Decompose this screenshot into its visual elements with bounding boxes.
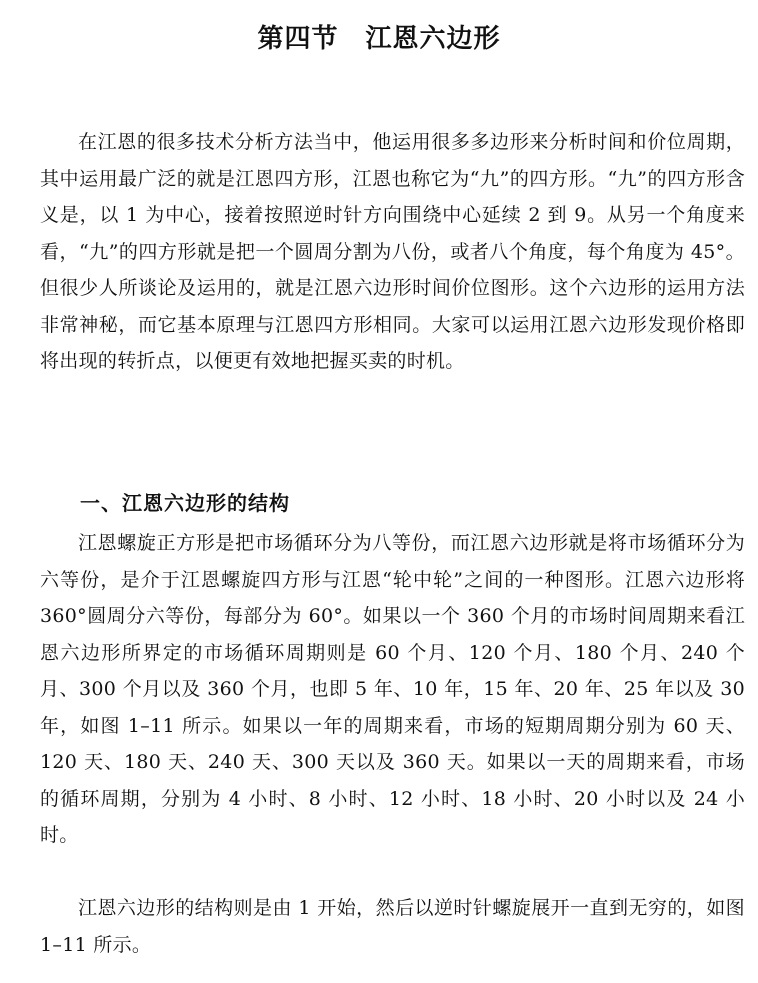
structure-paragraph-1: 江恩螺旋正方形是把市场循环分为八等份，而江恩六边形就是将市场循环分为六等份，是介于江恩螺旋四方形与江恩“轮中轮”之间的一种图形。江恩六边形将 360°圆周分六等份，每部分为 60°。如果以一个 360 个月的市场时间周期来看江恩六边形所界定的市场循环周期则是 60 个月、120 个月、180 个月、240 个月、300 个月以及 360 个月，也即 5 年、10 年，15 年、20 年、25 年以及 30 年，如图 1–11 所示。如果以一年的周期来看，市场的短期周期分别为 60 天、120 天、180 天、240 天、300 天以及 360 天。如果以一天的周期来看，市场的循环周期，分别为 4 小时、8 小时、12 小时、18 小时、20 小时以及 24 小时。	[40, 532, 745, 846]
intro-paragraph: 在江恩的很多技术分析方法当中，他运用很多多边形来分析时间和价位周期，其中运用最广泛的就是江恩四方形，江恩也称它为“九”的四方形。“九”的四方形含义是，以 1 为中心，接着按照逆时针方向围绕中心延续 2 到 9。从另一个角度来看，“九”的四方形就是把一个圆周分割为八份，或者八个角度，每个角度为 45°。但很少人所谈论及运用的，就是江恩六边形时间价位图形。这个六边形的运用方法非常神秘，而它基本原理与江恩四方形相同。大家可以运用江恩六边形发现价格即将出现的转折点，以便更有效地把握买卖的时机。	[40, 131, 745, 372]
subsection-heading: 一、江恩六边形的结构	[80, 490, 290, 515]
section-title: 第四节 江恩六边形	[257, 24, 501, 55]
structure-paragraph-2: 江恩六边形的结构则是由 1 开始，然后以逆时针螺旋展开一直到无穷的，如图 1–11 所示。	[40, 897, 745, 956]
